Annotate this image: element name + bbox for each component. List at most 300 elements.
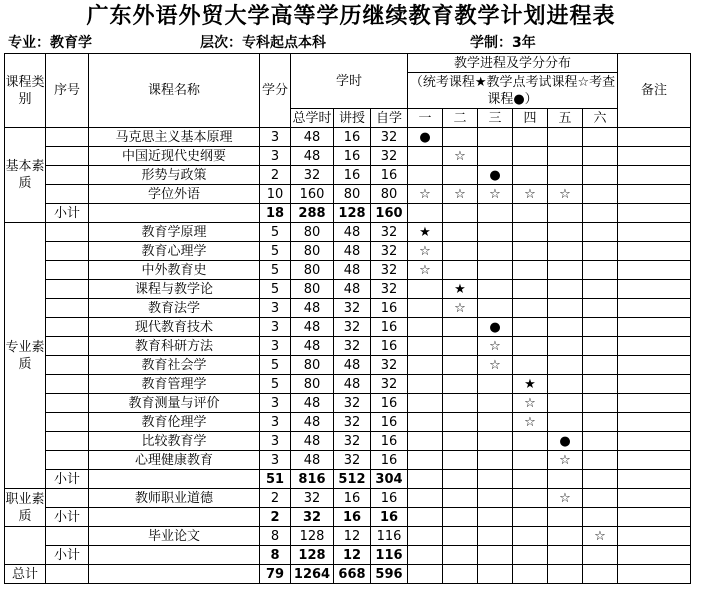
subtotal-semester-cell [513, 508, 548, 527]
credits-cell: 3 [260, 451, 291, 470]
lecture-cell: 48 [334, 375, 371, 394]
subtotal-row [5, 470, 691, 489]
credits-cell: 10 [260, 185, 291, 204]
self-study-cell: 16 [371, 318, 408, 337]
total-hours-cell: 128 [291, 527, 334, 546]
semester-2-mark [443, 451, 478, 470]
semester-2-mark [443, 489, 478, 508]
remark-cell [618, 128, 691, 147]
semester-2-mark [443, 432, 478, 451]
semester-5-mark [548, 337, 583, 356]
semester-6-mark [583, 356, 618, 375]
semester-1-mark [408, 280, 443, 299]
subtotal-semester-cell [583, 508, 618, 527]
self-study-cell: 32 [371, 147, 408, 166]
header-semester-6: 六 [583, 109, 618, 128]
semester-4-mark [513, 147, 548, 166]
total-hours-cell: 48 [291, 299, 334, 318]
category-cell: 专业素质 [5, 223, 46, 489]
page-title: 广东外语外贸大学高等学历继续教育教学计划进程表 [86, 3, 616, 29]
total-semester-cell [443, 565, 478, 584]
lecture-cell: 32 [334, 413, 371, 432]
semester-3-mark [478, 432, 513, 451]
semester-2-mark [443, 261, 478, 280]
header-category: 课程类别 [5, 54, 46, 128]
total-name-cell [89, 565, 260, 584]
credits-cell: 3 [260, 337, 291, 356]
self-study-cell: 16 [371, 489, 408, 508]
seq-cell [46, 432, 89, 451]
semester-3-mark [478, 261, 513, 280]
semester-2-mark: ☆ [443, 185, 478, 204]
total-hours-cell: 80 [291, 242, 334, 261]
credits-cell: 3 [260, 299, 291, 318]
semester-5-mark [548, 280, 583, 299]
seq-cell [46, 375, 89, 394]
total-credits: 79 [260, 565, 291, 584]
seq-cell [46, 223, 89, 242]
seq-cell [46, 413, 89, 432]
credits-cell: 5 [260, 261, 291, 280]
total-hours-cell: 80 [291, 223, 334, 242]
semester-3-mark: ● [478, 166, 513, 185]
major-label: 专业：教育学 [8, 35, 92, 51]
semester-1-mark: ☆ [408, 185, 443, 204]
semester-1-mark: ● [408, 128, 443, 147]
seq-cell [46, 147, 89, 166]
subtotal-lecture: 12 [334, 546, 371, 565]
credits-cell: 2 [260, 489, 291, 508]
seq-cell [46, 242, 89, 261]
lecture-cell: 16 [334, 489, 371, 508]
header-lecture: 讲授 [334, 109, 371, 128]
semester-5-mark [548, 413, 583, 432]
semester-5-mark [548, 128, 583, 147]
semester-4-mark [513, 299, 548, 318]
semester-1-mark [408, 432, 443, 451]
credits-cell: 3 [260, 318, 291, 337]
subtotal-total-hours: 816 [291, 470, 334, 489]
semester-3-mark: ☆ [478, 356, 513, 375]
subtotal-semester-cell [583, 546, 618, 565]
semester-6-mark [583, 299, 618, 318]
total-semester-cell [583, 565, 618, 584]
subtotal-semester-cell [408, 470, 443, 489]
semester-3-mark [478, 413, 513, 432]
semester-6-mark [583, 489, 618, 508]
semester-2-mark [443, 166, 478, 185]
semester-5-mark [548, 223, 583, 242]
semester-1-mark: ☆ [408, 261, 443, 280]
total-hours-cell: 48 [291, 128, 334, 147]
credits-cell: 5 [260, 280, 291, 299]
semester-4-mark [513, 489, 548, 508]
semester-1-mark [408, 318, 443, 337]
semester-3-mark [478, 527, 513, 546]
subtotal-label: 小计 [46, 546, 89, 565]
subtotal-remark-cell [618, 204, 691, 223]
total-hours-cell: 48 [291, 451, 334, 470]
lecture-cell: 32 [334, 318, 371, 337]
self-study-cell: 32 [371, 261, 408, 280]
total-hours-cell: 80 [291, 375, 334, 394]
remark-cell [618, 451, 691, 470]
semester-4-mark [513, 166, 548, 185]
semester-4-mark [513, 432, 548, 451]
seq-cell [46, 299, 89, 318]
lecture-cell: 48 [334, 261, 371, 280]
course-name: 教育心理学 [89, 242, 260, 261]
semester-1-mark [408, 527, 443, 546]
semester-2-mark: ☆ [443, 147, 478, 166]
total-semester-cell [513, 565, 548, 584]
table-row [5, 394, 691, 413]
subtotal-label: 小计 [46, 470, 89, 489]
total-label: 总计 [5, 565, 46, 584]
total-semester-cell [548, 565, 583, 584]
subtotal-credits: 2 [260, 508, 291, 527]
semester-3-mark [478, 280, 513, 299]
semester-6-mark [583, 375, 618, 394]
semester-2-mark [443, 413, 478, 432]
total-hours-cell: 32 [291, 166, 334, 185]
table-row [5, 451, 691, 470]
remark-cell [618, 375, 691, 394]
course-name: 课程与教学论 [89, 280, 260, 299]
semester-2-mark [443, 527, 478, 546]
subtotal-total-hours: 32 [291, 508, 334, 527]
semester-5-mark [548, 394, 583, 413]
table-row [5, 375, 691, 394]
total-hours-cell: 48 [291, 394, 334, 413]
course-name: 教育伦理学 [89, 413, 260, 432]
course-name: 现代教育技术 [89, 318, 260, 337]
semester-1-mark [408, 451, 443, 470]
header-legend: （统考课程★教学点考试课程☆考查课程●） [408, 73, 618, 109]
remark-cell [618, 166, 691, 185]
subtotal-semester-cell [513, 546, 548, 565]
course-name: 马克思主义基本原理 [89, 128, 260, 147]
semester-3-mark: ☆ [478, 185, 513, 204]
subtotal-semester-cell [513, 204, 548, 223]
duration-label: 学制：3年 [470, 35, 536, 51]
remark-cell [618, 337, 691, 356]
lecture-cell: 16 [334, 166, 371, 185]
header-semester-1: 一 [408, 109, 443, 128]
remark-cell [618, 489, 691, 508]
semester-4-mark: ☆ [513, 185, 548, 204]
header-semester-3: 三 [478, 109, 513, 128]
lecture-cell: 32 [334, 337, 371, 356]
table-row [5, 356, 691, 375]
credits-cell: 5 [260, 242, 291, 261]
semester-2-mark [443, 242, 478, 261]
table-row [5, 185, 691, 204]
subtotal-total-hours: 128 [291, 546, 334, 565]
subtotal-semester-cell [548, 204, 583, 223]
semester-1-mark [408, 394, 443, 413]
semester-6-mark [583, 261, 618, 280]
lecture-cell: 48 [334, 223, 371, 242]
semester-5-mark [548, 356, 583, 375]
semester-6-mark [583, 128, 618, 147]
semester-1-mark [408, 299, 443, 318]
remark-cell [618, 299, 691, 318]
header-semester-4: 四 [513, 109, 548, 128]
remark-cell [618, 223, 691, 242]
semester-5-mark [548, 375, 583, 394]
semester-3-mark: ● [478, 318, 513, 337]
subtotal-semester-cell [443, 470, 478, 489]
semester-3-mark [478, 223, 513, 242]
credits-cell: 3 [260, 128, 291, 147]
self-study-cell: 16 [371, 166, 408, 185]
remark-cell [618, 185, 691, 204]
seq-cell [46, 527, 89, 546]
table-row [5, 489, 691, 508]
seq-cell [46, 280, 89, 299]
seq-cell [46, 356, 89, 375]
self-study-cell: 16 [371, 413, 408, 432]
semester-3-mark [478, 128, 513, 147]
semester-4-mark [513, 280, 548, 299]
credits-cell: 3 [260, 147, 291, 166]
header-hours: 学时 [291, 54, 408, 109]
level-label: 层次：专科起点本科 [200, 35, 326, 51]
lecture-cell: 32 [334, 432, 371, 451]
table-row [5, 128, 691, 147]
semester-2-mark [443, 356, 478, 375]
total-hours-cell: 160 [291, 185, 334, 204]
subtotal-self-study: 16 [371, 508, 408, 527]
subtotal-name-cell [89, 204, 260, 223]
lecture-cell: 48 [334, 356, 371, 375]
semester-1-mark: ☆ [408, 242, 443, 261]
semester-2-mark [443, 223, 478, 242]
subtotal-total-hours: 288 [291, 204, 334, 223]
credits-cell: 3 [260, 394, 291, 413]
subtotal-credits: 18 [260, 204, 291, 223]
semester-2-mark [443, 128, 478, 147]
total-hours-cell: 48 [291, 318, 334, 337]
table-row [5, 242, 691, 261]
subtotal-label: 小计 [46, 204, 89, 223]
curriculum-table [4, 53, 691, 584]
course-name: 教育学原理 [89, 223, 260, 242]
semester-4-mark: ☆ [513, 394, 548, 413]
header-progress: 教学进程及学分分布 [408, 54, 618, 73]
lecture-cell: 80 [334, 185, 371, 204]
seq-cell [46, 394, 89, 413]
credits-cell: 5 [260, 375, 291, 394]
subtotal-remark-cell [618, 546, 691, 565]
table-row [5, 166, 691, 185]
subtotal-semester-cell [478, 546, 513, 565]
subtotal-semester-cell [408, 508, 443, 527]
lecture-cell: 32 [334, 394, 371, 413]
self-study-cell: 32 [371, 356, 408, 375]
semester-5-mark: ☆ [548, 451, 583, 470]
semester-5-mark [548, 527, 583, 546]
table-row [5, 280, 691, 299]
subtotal-label: 小计 [46, 508, 89, 527]
semester-5-mark [548, 242, 583, 261]
semester-3-mark [478, 394, 513, 413]
lecture-cell: 16 [334, 128, 371, 147]
semester-4-mark [513, 337, 548, 356]
self-study-cell: 32 [371, 375, 408, 394]
total-hours-cell: 48 [291, 337, 334, 356]
lecture-cell: 32 [334, 451, 371, 470]
semester-6-mark [583, 394, 618, 413]
subtotal-semester-cell [478, 508, 513, 527]
semester-5-mark [548, 261, 583, 280]
semester-5-mark: ☆ [548, 185, 583, 204]
subtotal-row [5, 546, 691, 565]
seq-cell [46, 489, 89, 508]
self-study-cell: 16 [371, 432, 408, 451]
semester-2-mark [443, 394, 478, 413]
seq-cell [46, 166, 89, 185]
header-course: 课程名称 [89, 54, 260, 128]
header-total-hours: 总学时 [292, 110, 332, 126]
semester-6-mark [583, 337, 618, 356]
semester-6-mark [583, 166, 618, 185]
lecture-cell: 12 [334, 527, 371, 546]
subtotal-lecture: 16 [334, 508, 371, 527]
subtotal-name-cell [89, 546, 260, 565]
header-semester-2: 二 [443, 109, 478, 128]
seq-cell [46, 261, 89, 280]
remark-cell [618, 527, 691, 546]
course-name: 教育科研方法 [89, 337, 260, 356]
semester-3-mark [478, 242, 513, 261]
table-row [5, 413, 691, 432]
subtotal-lecture: 512 [334, 470, 371, 489]
semester-3-mark: ☆ [478, 337, 513, 356]
semester-4-mark [513, 223, 548, 242]
table-body [5, 128, 691, 584]
course-name: 教育测量与评价 [89, 394, 260, 413]
course-name: 中外教育史 [89, 261, 260, 280]
total-hours-cell: 48 [291, 413, 334, 432]
category-cell: 基本素质 [5, 128, 46, 223]
total-hours-cell: 80 [291, 261, 334, 280]
self-study-cell: 32 [371, 280, 408, 299]
remark-cell [618, 261, 691, 280]
seq-cell [46, 451, 89, 470]
semester-5-mark [548, 166, 583, 185]
self-study-cell: 16 [371, 394, 408, 413]
semester-1-mark [408, 356, 443, 375]
semester-3-mark [478, 489, 513, 508]
semester-1-mark [408, 337, 443, 356]
category-cell: 职业素质 [5, 489, 46, 527]
semester-4-mark [513, 242, 548, 261]
header-semester-5: 五 [548, 109, 583, 128]
subtotal-semester-cell [513, 470, 548, 489]
lecture-cell: 48 [334, 280, 371, 299]
semester-5-mark [548, 147, 583, 166]
remark-cell [618, 394, 691, 413]
total-semester-cell [408, 565, 443, 584]
course-name: 学位外语 [89, 185, 260, 204]
table-row [5, 318, 691, 337]
semester-3-mark [478, 451, 513, 470]
semester-4-mark [513, 261, 548, 280]
semester-6-mark [583, 318, 618, 337]
total-hours-cell: 80 [291, 280, 334, 299]
credits-cell: 2 [260, 166, 291, 185]
semester-4-mark [513, 318, 548, 337]
self-study-cell: 32 [371, 128, 408, 147]
semester-5-mark: ☆ [548, 489, 583, 508]
subtotal-semester-cell [583, 204, 618, 223]
credits-cell: 3 [260, 432, 291, 451]
semester-6-mark [583, 147, 618, 166]
self-study-cell: 16 [371, 451, 408, 470]
seq-cell [46, 337, 89, 356]
table-row [5, 337, 691, 356]
course-name: 教师职业道德 [89, 489, 260, 508]
semester-6-mark [583, 223, 618, 242]
semester-6-mark [583, 280, 618, 299]
semester-2-mark: ★ [443, 280, 478, 299]
total-hours-cell: 48 [291, 147, 334, 166]
table-row [5, 299, 691, 318]
subtotal-semester-cell [548, 470, 583, 489]
semester-1-mark [408, 166, 443, 185]
semester-6-mark: ☆ [583, 527, 618, 546]
subtotal-name-cell [89, 508, 260, 527]
credits-cell: 5 [260, 356, 291, 375]
semester-2-mark [443, 375, 478, 394]
table-row [5, 223, 691, 242]
remark-cell [618, 147, 691, 166]
course-name: 心理健康教育 [89, 451, 260, 470]
subtotal-remark-cell [618, 470, 691, 489]
subtotal-name-cell [89, 470, 260, 489]
seq-cell [46, 128, 89, 147]
header-seq: 序号 [46, 54, 89, 128]
self-study-cell: 80 [371, 185, 408, 204]
subtotal-lecture: 128 [334, 204, 371, 223]
self-study-cell: 16 [371, 299, 408, 318]
semester-5-mark [548, 299, 583, 318]
course-name: 比较教育学 [89, 432, 260, 451]
total-self-study: 596 [371, 565, 408, 584]
semester-6-mark [583, 185, 618, 204]
subtotal-semester-cell [408, 546, 443, 565]
self-study-cell: 16 [371, 337, 408, 356]
remark-cell [618, 413, 691, 432]
subtotal-self-study: 304 [371, 470, 408, 489]
course-name: 中国近现代史纲要 [89, 147, 260, 166]
lecture-cell: 32 [334, 299, 371, 318]
table-row [5, 147, 691, 166]
subtotal-row [5, 508, 691, 527]
credits-cell: 5 [260, 223, 291, 242]
semester-2-mark: ☆ [443, 299, 478, 318]
total-remark-cell [618, 565, 691, 584]
credits-cell: 8 [260, 527, 291, 546]
course-name: 教育社会学 [89, 356, 260, 375]
total-seq-cell [46, 565, 89, 584]
subtotal-semester-cell [583, 470, 618, 489]
semester-4-mark [513, 451, 548, 470]
subtotal-semester-cell [478, 204, 513, 223]
course-name: 教育管理学 [89, 375, 260, 394]
